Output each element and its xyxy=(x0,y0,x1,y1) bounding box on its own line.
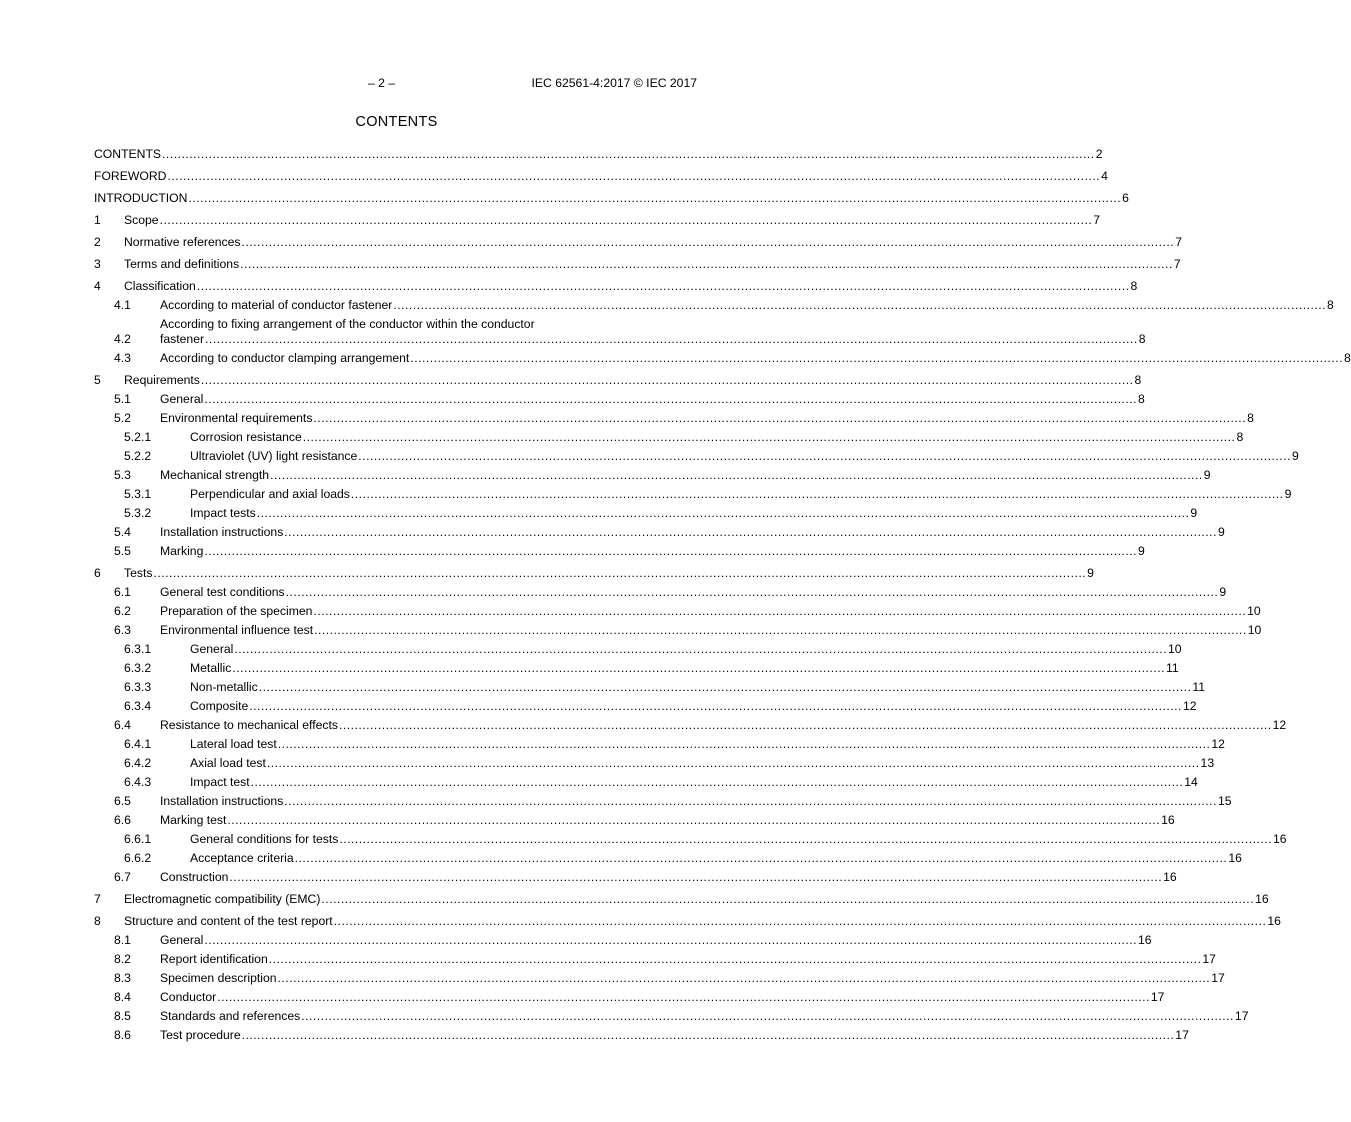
toc-entry-number: 6.3.2 xyxy=(124,661,152,675)
toc-entry-page: 12 xyxy=(1211,737,1225,751)
toc-dot-leader xyxy=(160,213,1093,228)
toc-entry-number: 8.4 xyxy=(114,990,131,1004)
toc-dot-leader xyxy=(295,851,1228,866)
toc-entry-page: 10 xyxy=(1247,604,1261,618)
toc-entry-page: 10 xyxy=(1168,642,1182,656)
toc-entry-number: 5.3.1 xyxy=(124,487,152,501)
toc-entry[interactable] xyxy=(94,792,1232,811)
toc-entry-number: 5.3 xyxy=(114,468,131,482)
toc-entry-number: 1 xyxy=(94,213,101,227)
toc-entry-number: 6.4.1 xyxy=(124,737,152,751)
toc-dot-leader xyxy=(234,642,1167,657)
toc-entry-number: 6.3.1 xyxy=(124,642,152,656)
toc-entry-title: Specimen description xyxy=(160,971,277,985)
toc-entry-number: 4 xyxy=(94,279,101,293)
toc-dot-leader xyxy=(217,990,1150,1005)
toc-entry[interactable] xyxy=(94,849,1242,868)
toc-entry-number: 8.3 xyxy=(114,971,131,985)
toc-entry-page: 8 xyxy=(1343,351,1351,365)
toc-entry-title: General test conditions xyxy=(160,585,285,599)
toc-entry[interactable] xyxy=(94,189,1129,208)
toc-entry-number: 5.1 xyxy=(114,392,131,406)
toc-dot-leader xyxy=(227,813,1160,828)
toc-entry-number: 4.3 xyxy=(114,351,131,365)
toc-entry-number: 5 xyxy=(94,373,101,387)
page-number: – 2 – xyxy=(368,76,396,90)
toc-entry[interactable] xyxy=(94,754,1215,773)
toc-entry-title: Corrosion resistance xyxy=(190,430,302,444)
toc-entry[interactable] xyxy=(94,145,1103,164)
toc-entry-title: General conditions for tests xyxy=(190,832,339,846)
toc-entry-title: Impact test xyxy=(190,775,250,789)
toc-entry-page: 17 xyxy=(1202,952,1216,966)
toc-dot-leader xyxy=(351,487,1284,502)
toc-entry-page: 16 xyxy=(1273,832,1287,846)
toc-entry-page: 8 xyxy=(1247,411,1254,425)
toc-entry-title: Scope xyxy=(124,213,159,227)
toc-entry-page: 11 xyxy=(1165,661,1179,675)
toc-dot-leader xyxy=(240,257,1173,272)
toc-entry-page: 12 xyxy=(1272,718,1287,732)
toc-entry-number: 6.1 xyxy=(114,585,131,599)
toc-entry-title: General xyxy=(160,392,204,406)
toc-entry[interactable] xyxy=(94,409,1254,428)
toc-entry[interactable] xyxy=(94,428,1244,447)
toc-entry-number: 4.1 xyxy=(114,298,131,312)
toc-entry-title: Structure and content of the test report xyxy=(124,914,333,928)
toc-entry-page: 16 xyxy=(1228,851,1242,865)
toc-entry-page: 16 xyxy=(1255,892,1269,906)
toc-entry[interactable] xyxy=(94,868,1177,887)
toc-entry[interactable] xyxy=(94,602,1261,621)
toc-entry-number: 8.2 xyxy=(114,952,131,966)
toc-entry[interactable] xyxy=(94,640,1182,659)
toc-entry[interactable] xyxy=(94,504,1198,523)
toc-entry-page: 8 xyxy=(1138,392,1145,406)
toc-entry-page: 16 xyxy=(1163,870,1177,884)
toc-entry-title: Impact tests xyxy=(190,506,256,520)
toc-entry[interactable] xyxy=(94,735,1225,754)
toc-entry-page: 9 xyxy=(1217,525,1225,539)
toc-entry-title: Composite xyxy=(190,699,249,713)
toc-entry-number: 6.7 xyxy=(114,870,131,884)
toc-entry-title: Perpendicular and axial loads xyxy=(190,487,350,501)
toc-entry-page: 8 xyxy=(1236,430,1244,444)
toc-entry[interactable] xyxy=(94,523,1225,542)
toc-entry[interactable] xyxy=(94,830,1287,849)
toc-dot-leader xyxy=(269,952,1202,967)
toc-entry-page: 2 xyxy=(1095,147,1103,161)
toc-entry-title: According to conductor clamping arrangement xyxy=(160,351,410,365)
toc-entry-number: 8.6 xyxy=(114,1028,131,1042)
toc-entry-page: 9 xyxy=(1138,544,1145,558)
toc-dot-leader xyxy=(232,661,1165,676)
toc-entry-page: 7 xyxy=(1175,235,1182,249)
toc-entry[interactable] xyxy=(94,296,1334,315)
toc-entry-page: 10 xyxy=(1247,623,1262,637)
toc-entry-page: 9 xyxy=(1219,585,1227,599)
toc-entry-number: 6.3.3 xyxy=(124,680,152,694)
toc-dot-leader xyxy=(205,332,1138,347)
toc-dot-leader xyxy=(301,1009,1234,1024)
toc-entry-title: Mechanical strength xyxy=(160,468,270,482)
toc-entry[interactable] xyxy=(94,1026,1189,1045)
toc-entry-page: 9 xyxy=(1284,487,1292,501)
toc-entry-page: 8 xyxy=(1130,279,1138,293)
toc-entry-title: General xyxy=(190,642,234,656)
toc-entry-number: 6.4 xyxy=(114,718,131,732)
toc-entry-number: 7 xyxy=(94,892,101,906)
toc-dot-leader xyxy=(162,147,1095,162)
toc-entry[interactable] xyxy=(94,447,1299,466)
toc-entry[interactable] xyxy=(94,621,1262,640)
toc-dot-leader xyxy=(267,756,1200,771)
toc-entry-title: Axial load test xyxy=(190,756,266,770)
toc-entry-title: Lateral load test xyxy=(190,737,277,751)
toc-dot-leader xyxy=(197,279,1130,294)
toc-entry-page: 4 xyxy=(1101,169,1108,183)
toc-entry-title: Test procedure xyxy=(160,1028,241,1042)
toc-entry-title: Terms and definitions xyxy=(124,257,240,271)
toc-dot-leader xyxy=(284,525,1217,540)
toc-entry[interactable] xyxy=(94,1007,1249,1026)
toc-entry-title: Classification xyxy=(124,279,196,293)
toc-dot-leader xyxy=(188,191,1121,206)
toc-entry[interactable] xyxy=(94,277,1138,296)
toc-entry-page: 17 xyxy=(1234,1009,1249,1023)
toc-dot-leader xyxy=(201,373,1134,388)
toc-entry-title: Environmental influence test xyxy=(160,623,314,637)
toc-dot-leader xyxy=(339,718,1272,733)
toc-entry[interactable] xyxy=(94,988,1165,1007)
toc-entry-number: 4.2 xyxy=(114,332,131,346)
toc-entry[interactable] xyxy=(94,315,1146,349)
toc-entry-page: 15 xyxy=(1217,794,1232,808)
toc-entry-title: Electromagnetic compatibility (EMC) xyxy=(124,892,321,906)
toc-entry-page: 17 xyxy=(1211,971,1225,985)
toc-dot-leader xyxy=(204,544,1137,559)
toc-entry-number: 6.2 xyxy=(114,604,131,618)
toc-entry[interactable] xyxy=(94,233,1182,252)
toc-entry-title: FOREWORD xyxy=(94,169,167,183)
toc-entry-title: According to fixing arrangement of the conductor within the conductor xyxy=(160,317,535,331)
toc-entry-number: 5.2.1 xyxy=(124,430,152,444)
toc-entry[interactable] xyxy=(94,773,1198,792)
toc-dot-leader xyxy=(278,971,1211,986)
toc-entry-title: Installation instructions xyxy=(160,794,284,808)
toc-entry-page: 12 xyxy=(1182,699,1197,713)
toc-entry-number: 6.3 xyxy=(114,623,131,637)
toc-entry-title: Resistance to mechanical effects xyxy=(160,718,338,732)
toc-entry-page: 16 xyxy=(1138,933,1152,947)
toc-entry-page: 9 xyxy=(1203,468,1211,482)
toc-entry-title: Standards and references xyxy=(160,1009,301,1023)
toc-entry-title: Marking test xyxy=(160,813,227,827)
document-reference: IEC 62561-4:2017 © IEC 2017 xyxy=(531,76,697,90)
toc-dot-leader xyxy=(358,449,1291,464)
toc-entry-page: 8 xyxy=(1134,373,1142,387)
toc-entry-page: 7 xyxy=(1093,213,1101,227)
toc-entry-number: 3 xyxy=(94,257,101,271)
toc-dot-leader xyxy=(270,468,1203,483)
toc-entry-page: 11 xyxy=(1192,680,1206,694)
toc-entry-page: 8 xyxy=(1138,332,1146,346)
toc-entry-title: Construction xyxy=(160,870,229,884)
toc-entry[interactable] xyxy=(94,912,1281,931)
toc-entry-number: 5.3.2 xyxy=(124,506,152,520)
toc-dot-leader xyxy=(303,430,1236,445)
toc-dot-leader xyxy=(204,933,1137,948)
toc-entry-title: Conductor xyxy=(160,990,217,1004)
toc-dot-leader xyxy=(278,737,1211,752)
toc-entry-page: 14 xyxy=(1184,775,1198,789)
toc-dot-leader xyxy=(334,914,1267,929)
toc-entry-title: Metallic xyxy=(190,661,232,675)
toc-entry-title: INTRODUCTION xyxy=(94,191,188,205)
toc-entry-number: 6.4.3 xyxy=(124,775,152,789)
toc-entry-number: 5.2.2 xyxy=(124,449,152,463)
toc-entry-page: 9 xyxy=(1291,449,1299,463)
toc-entry-number: 5.4 xyxy=(114,525,131,539)
toc-entry[interactable] xyxy=(94,950,1216,969)
toc-entry-page: 8 xyxy=(1327,298,1334,312)
toc-dot-leader xyxy=(229,870,1162,885)
toc-entry-page: 6 xyxy=(1122,191,1129,205)
toc-entry-title: Tests xyxy=(124,566,153,580)
toc-entry-number: 5.2 xyxy=(114,411,131,425)
toc-dot-leader xyxy=(286,585,1219,600)
toc-entry-page: 9 xyxy=(1087,566,1094,580)
toc-entry-title: General xyxy=(160,933,204,947)
toc-entry-page: 17 xyxy=(1175,1028,1189,1042)
toc-entry-title: Ultraviolet (UV) light resistance xyxy=(190,449,358,463)
toc-entry[interactable] xyxy=(94,211,1101,230)
toc-entry-number: 6.6.2 xyxy=(124,851,152,865)
toc-title: CONTENTS xyxy=(355,114,438,130)
toc-entry-number: 8.1 xyxy=(114,933,131,947)
toc-entry-page: 16 xyxy=(1267,914,1281,928)
toc-entry-number: 8 xyxy=(94,914,101,928)
toc-entry-title: Requirements xyxy=(124,373,200,387)
toc-entry-number: 6.4.2 xyxy=(124,756,152,770)
toc-entry-page: 7 xyxy=(1173,257,1181,271)
toc-entry[interactable] xyxy=(94,485,1292,504)
toc-entry[interactable] xyxy=(94,890,1269,909)
toc-entry[interactable] xyxy=(94,542,1145,561)
toc-entry[interactable] xyxy=(94,583,1227,602)
toc-dot-leader xyxy=(153,566,1086,581)
toc-entry-title: Normative references xyxy=(124,235,241,249)
toc-entry-title: Non-metallic xyxy=(190,680,258,694)
toc-entry[interactable] xyxy=(94,931,1152,950)
toc-dot-leader xyxy=(251,775,1184,790)
toc-dot-leader xyxy=(313,604,1246,619)
toc-entry-title: Report identification xyxy=(160,952,268,966)
toc-entry-title-continued: fastener xyxy=(160,332,205,346)
toc-dot-leader xyxy=(314,623,1247,638)
toc-entry[interactable] xyxy=(94,564,1094,583)
toc-dot-leader xyxy=(204,392,1137,407)
toc-entry-page: 17 xyxy=(1150,990,1165,1004)
toc-dot-leader xyxy=(393,298,1326,313)
toc-entry-page: 16 xyxy=(1161,813,1175,827)
toc-dot-leader xyxy=(242,235,1175,250)
toc-entry-title: Acceptance criteria xyxy=(190,851,294,865)
toc-entry-number: 6.5 xyxy=(114,794,131,808)
toc-dot-leader xyxy=(284,794,1217,809)
table-of-contents xyxy=(94,145,1351,1045)
toc-dot-leader xyxy=(321,892,1254,907)
toc-dot-leader xyxy=(410,351,1343,366)
toc-dot-leader xyxy=(339,832,1272,847)
toc-entry-title: Installation instructions xyxy=(160,525,284,539)
toc-entry-number: 5.5 xyxy=(114,544,131,558)
toc-dot-leader xyxy=(249,699,1182,714)
toc-dot-leader xyxy=(313,411,1246,426)
toc-entry-number: 8.5 xyxy=(114,1009,131,1023)
toc-entry[interactable] xyxy=(94,167,1108,186)
toc-entry[interactable] xyxy=(94,716,1287,735)
toc-entry[interactable] xyxy=(94,659,1179,678)
toc-dot-leader xyxy=(259,680,1192,695)
toc-entry-title: CONTENTS xyxy=(94,147,162,161)
toc-entry[interactable] xyxy=(94,697,1197,716)
toc-entry-page: 9 xyxy=(1190,506,1198,520)
toc-entry-number: 6 xyxy=(94,566,101,580)
toc-entry-title: According to material of conductor fastener xyxy=(160,298,393,312)
toc-entry-number: 6.6.1 xyxy=(124,832,152,846)
toc-entry-title: Marking xyxy=(160,544,204,558)
toc-entry[interactable] xyxy=(94,969,1225,988)
toc-entry[interactable] xyxy=(94,349,1351,368)
toc-entry[interactable] xyxy=(94,466,1211,485)
toc-entry[interactable] xyxy=(94,678,1206,697)
page-header xyxy=(0,76,793,92)
toc-entry[interactable] xyxy=(94,811,1175,830)
toc-dot-leader xyxy=(167,169,1100,184)
toc-entry-number: 6.3.4 xyxy=(124,699,152,713)
toc-entry[interactable] xyxy=(94,371,1142,390)
toc-dot-leader xyxy=(242,1028,1175,1043)
toc-entry-title: Environmental requirements xyxy=(160,411,313,425)
toc-entry-title: Preparation of the specimen xyxy=(160,604,313,618)
toc-entry-page: 13 xyxy=(1200,756,1215,770)
toc-dot-leader xyxy=(257,506,1190,521)
toc-entry-number: 6.6 xyxy=(114,813,131,827)
toc-entry[interactable] xyxy=(94,390,1145,409)
toc-entry[interactable] xyxy=(94,255,1181,274)
toc-entry-number: 2 xyxy=(94,235,101,249)
